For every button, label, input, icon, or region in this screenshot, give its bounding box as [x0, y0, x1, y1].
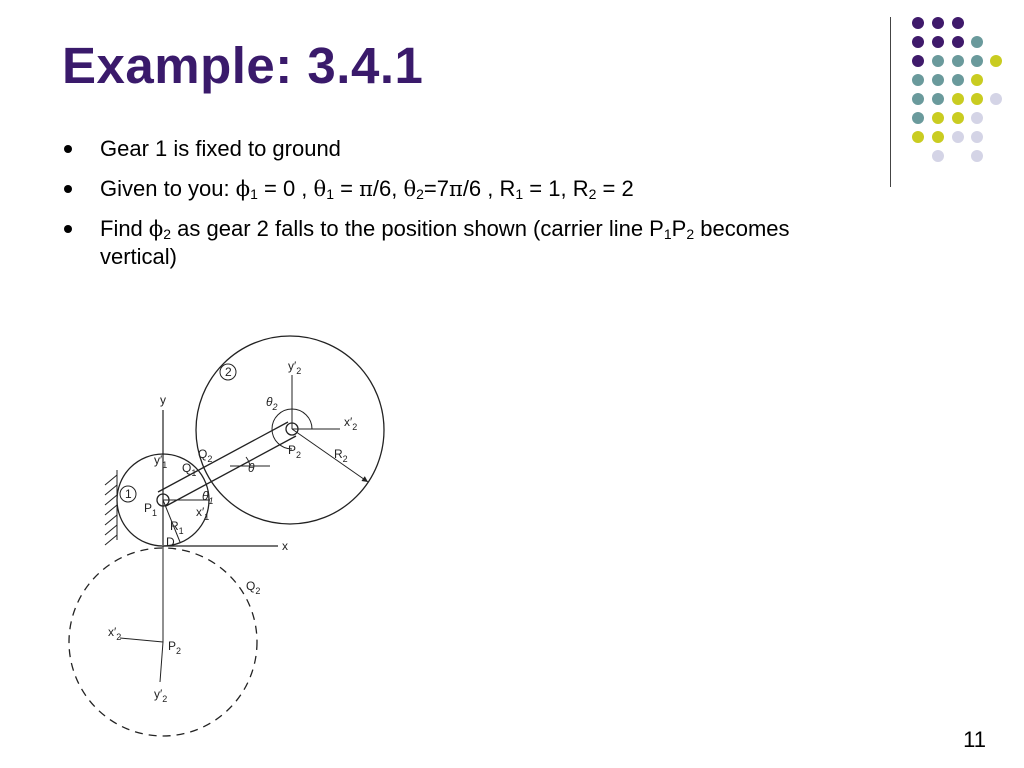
dot: [932, 93, 944, 105]
bullet-item: [62, 135, 862, 163]
label-y2prime-final: y′: [154, 687, 163, 701]
bullet-text: Given to you: $\phi_1 = 0$ , $\theta_1 = \pi/6$, $\theta_2=7\pi/6$ , $R_1 = 1$, $R_2 = 2$: [100, 176, 634, 202]
carrier-arm: [157, 422, 298, 506]
svg-text:x′1: [196, 505, 209, 522]
dot: [912, 36, 924, 48]
bullet-dot-icon: [64, 145, 72, 153]
svg-text:y′2: [154, 687, 167, 704]
dot: [952, 17, 964, 29]
label-x2prime-sub: 2: [352, 422, 358, 432]
bullet-list: [62, 135, 862, 283]
dot: [971, 74, 983, 86]
dot: [932, 74, 944, 86]
dot: [971, 112, 983, 124]
dot: [952, 93, 964, 105]
dot: [952, 112, 964, 124]
label-y2prime: y′: [288, 359, 297, 373]
dot: [912, 112, 924, 124]
label-y2prime-final-sub: 2: [162, 694, 168, 704]
label-y: y: [160, 393, 166, 407]
dot: [971, 93, 983, 105]
label-theta2-sub: 2: [272, 402, 278, 412]
svg-text:x′2: [108, 625, 121, 642]
svg-text:P1: [144, 501, 157, 518]
bullet-dot-icon: [64, 185, 72, 193]
dot: [952, 74, 964, 86]
label-Q2-final-sub: 2: [255, 586, 261, 596]
gear-1-number: 1: [125, 487, 132, 501]
ground-hatching: [105, 470, 117, 545]
dot: [952, 55, 964, 67]
svg-text:x′2: [344, 415, 357, 432]
label-D: D: [166, 535, 175, 549]
label-R1-sub: 1: [178, 526, 184, 536]
dot: [932, 17, 944, 29]
label-P2-final-sub: 2: [176, 646, 182, 656]
slide-title: Example: 3.4.1: [62, 37, 424, 94]
bullet-text: Gear 1 is fixed to ground: [100, 136, 341, 161]
label-y1prime: y′: [154, 453, 163, 467]
label-Q1-sub: 1: [191, 468, 197, 478]
label-P1-sub: 1: [152, 508, 158, 518]
label-x: x: [282, 539, 288, 553]
dot: [932, 131, 944, 143]
label-x2prime: x′: [344, 415, 353, 429]
bullet-text: Find $\phi_2$ as gear 2 falls to the position shown (carrier line $P_1P_2$ becomes vertical): [100, 216, 790, 269]
svg-text:Q2: [198, 447, 212, 464]
dot: [912, 131, 924, 143]
label-x1prime-sub: 1: [204, 512, 210, 522]
label-R1: R: [170, 519, 179, 533]
svg-text:y′1: [154, 453, 167, 470]
page-number: 11: [963, 727, 986, 752]
svg-text:θ1: [202, 489, 214, 506]
dot: [912, 93, 924, 105]
label-x2prime-final-sub: 2: [116, 632, 122, 642]
dot: [990, 93, 1002, 105]
dot: [952, 36, 964, 48]
label-theta1: θ: [202, 489, 209, 503]
dot: [952, 131, 964, 143]
dot: [912, 17, 924, 29]
dot: [932, 55, 944, 67]
dot: [912, 74, 924, 86]
label-P1: P: [144, 501, 153, 515]
dot: [990, 55, 1002, 67]
label-P2: P: [288, 443, 297, 457]
label-P2-final: P: [168, 639, 177, 653]
bullet-item: [62, 215, 862, 271]
svg-text:Q2: [246, 579, 260, 596]
dot: [932, 112, 944, 124]
dot: [971, 55, 983, 67]
label-x1prime: x′: [196, 505, 205, 519]
label-P2-sub: 2: [296, 450, 302, 460]
gear-2-number: 2: [225, 365, 232, 379]
svg-text:P2: [288, 443, 301, 460]
label-R2: R: [334, 447, 343, 461]
bullet-dot-icon: [64, 225, 72, 233]
label-theta1-sub: 1: [208, 496, 214, 506]
label-Q2: Q: [198, 447, 208, 461]
label-Q2-final: Q: [246, 579, 256, 593]
bullet-item: [62, 175, 862, 203]
svg-text:P2: [168, 639, 181, 656]
label-y2prime-sub: 2: [296, 366, 302, 376]
dot: [971, 36, 983, 48]
dot: [971, 150, 983, 162]
label-theta: θ: [248, 461, 255, 475]
label-x2prime-final: x′: [108, 625, 117, 639]
label-R2-sub: 2: [342, 454, 348, 464]
label-Q2-sub: 2: [207, 454, 213, 464]
label-Q1: Q: [182, 461, 192, 475]
dot: [932, 36, 944, 48]
label-theta2: θ: [266, 395, 273, 409]
gear-diagram: [60, 320, 400, 760]
label-y1prime-sub: 1: [162, 460, 168, 470]
r2-radius-line: [292, 429, 368, 482]
dot: [932, 150, 944, 162]
dot: [971, 131, 983, 143]
dot: [912, 55, 924, 67]
svg-text:R2: [334, 447, 348, 464]
svg-text:θ2: [266, 395, 278, 412]
svg-text:y′2: [288, 359, 301, 376]
